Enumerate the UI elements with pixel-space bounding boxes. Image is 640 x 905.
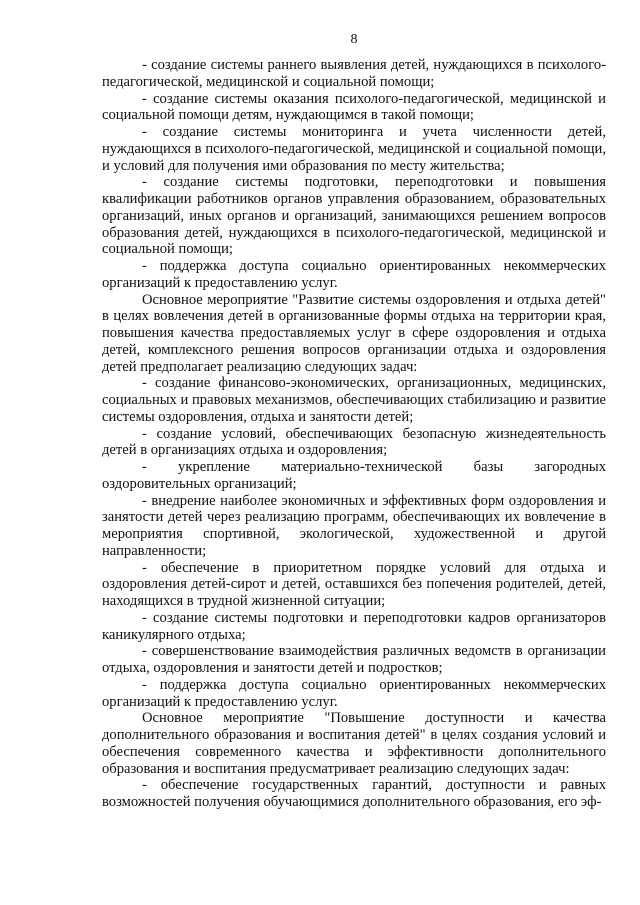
activity-paragraph-additional-education: Основное мероприятие "Повышение доступности и качества дополнительного образования и воспитания детей" в целях создания условий и обеспечения современного качества и эффективности дополнительного образования и воспитания предусматривает реализацию следующих задач: (102, 710, 606, 777)
activity-paragraph-recreation: Основное мероприятие "Развитие системы оздоровления и отдыха детей" в целях вовлечения детей в организованные формы отдыха на территории края, повышения качества предоставляемых услуг в сфере оздоровления и отдыха детей, комплексного решения вопросов организации отдыха и оздоровления детей предполагает реализацию следующих задач: (102, 291, 606, 375)
document-body (102, 57, 606, 811)
list-item-early-detection: - создание системы раннего выявления детей, нуждающихся в психолого-педагогической, медицинской и социальной помощи; (102, 57, 606, 90)
list-item-safe-conditions: - создание условий, обеспечивающих безопасную жизнедеятельность детей в организациях отдыха и оздоровления; (102, 425, 606, 459)
list-item-interagency: - совершенствование взаимодействия различных ведомств в организации отдыха, оздоровления и занятости детей и подростков; (102, 643, 606, 676)
page-number: 8 (350, 32, 358, 47)
list-item-state-guarantees: - обеспечение государственных гарантий, доступности и равных возможностей получения обучающимися дополнительного образования, его эф- (102, 777, 606, 810)
list-item-staff-training: - создание системы подготовки и переподготовки кадров организаторов каникулярного отдыха; (102, 609, 606, 643)
list-item-training-system: - создание системы подготовки, переподготовки и повышения квалификации работников органов управления образованием, образовательных организаций, иных органов и организаций, занимающихся решением вопросов образования детей, нуждающихся в психолого-педагогической, медицинской и социальной помощи; (102, 174, 606, 258)
list-item-mechanisms: - создание финансово-экономических, организационных, медицинских, социальных и правовых механизмов, обеспечивающих стабилизацию и развитие системы оздоровления, отдыха и занятости детей; (102, 375, 606, 425)
list-item-orphans-priority: - обеспечение в приоритетном порядке условий для отдыха и оздоровления детей-сирот и детей, оставшихся без попечения родителей, детей, находящихся в трудной жизненной ситуации; (102, 559, 606, 609)
list-item-assistance-system: - создание системы оказания психолого-педагогической, медицинской и социальной помощи детям, нуждающимся в такой помощи; (102, 90, 606, 124)
document-page (102, 0, 606, 905)
list-item-nonprofit-access: - поддержка доступа социально ориентированных некоммерческих организаций к предоставлению услуг. (102, 258, 606, 291)
list-item-effective-forms: - внедрение наиболее экономичных и эффективных форм оздоровления и занятости детей через реализацию программ, обеспечивающих их вовлечение в мероприятия спортивной, экологической, художественной и другой направленности; (102, 492, 606, 559)
list-item-monitoring-system: - создание системы мониторинга и учета численности детей, нуждающихся в психолого-педагогической, медицинской и социальной помощи, и условий для получения ими образования по месту жительства; (102, 124, 606, 174)
list-item-material-base: - укрепление материально-технической базы загородных оздоровительных организаций; (102, 459, 606, 492)
list-item-nonprofit-access-2: - поддержка доступа социально ориентированных некоммерческих организаций к предоставлению услуг. (102, 676, 606, 710)
